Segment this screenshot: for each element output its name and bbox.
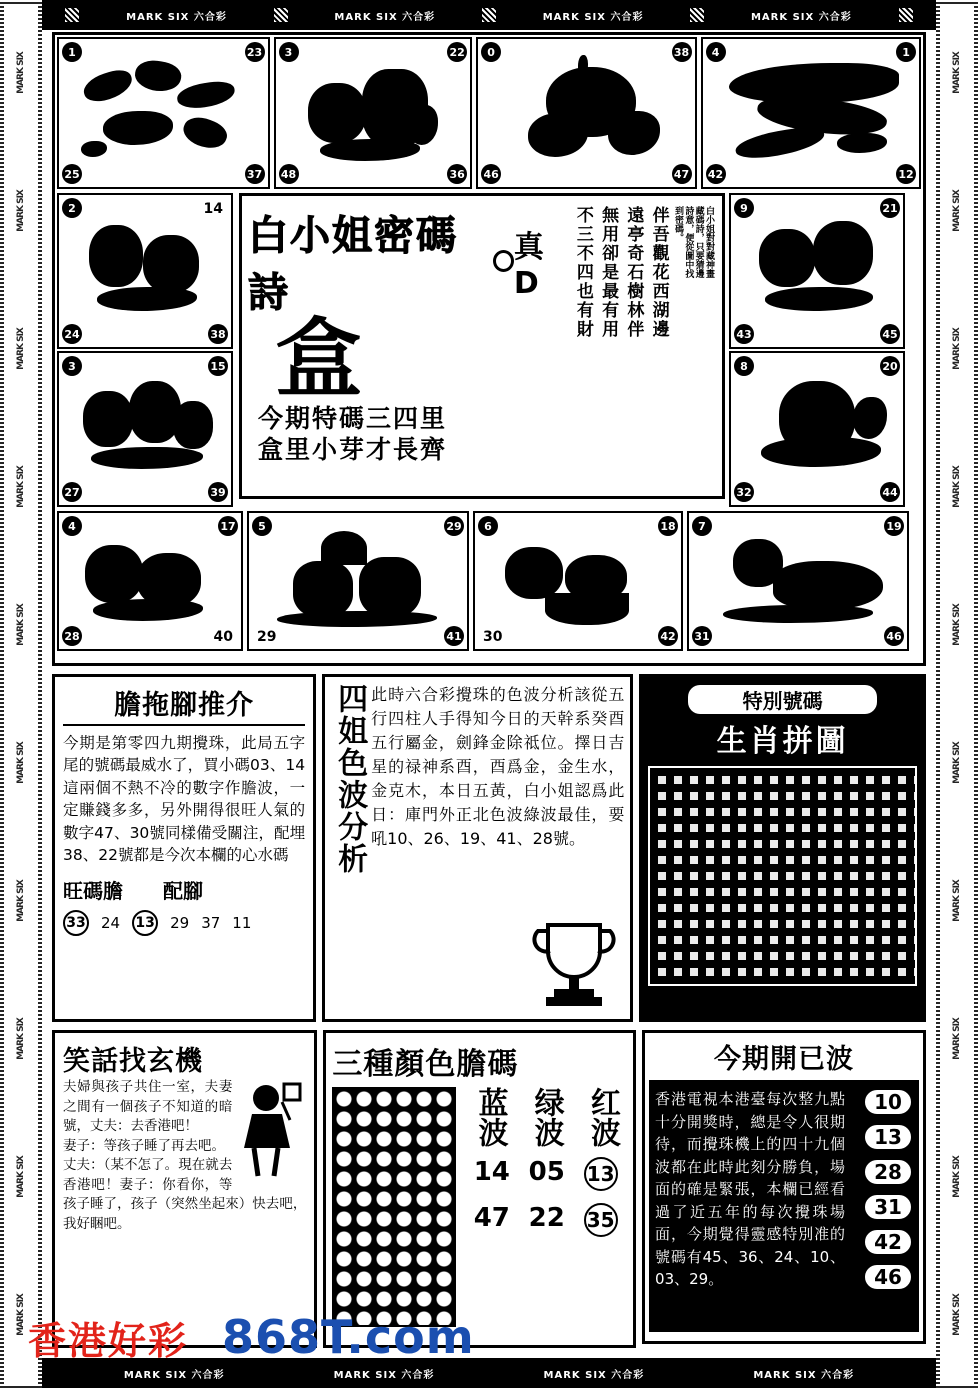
mark-six-icon — [690, 8, 704, 22]
border-mark-text: MARK SIX — [16, 742, 27, 784]
mark-six-icon — [482, 8, 496, 22]
recommend-pick: 24 — [101, 913, 121, 932]
bottom-panel-row — [52, 1030, 926, 1348]
ink-illustration — [73, 209, 217, 333]
recommend-pick: 37 — [201, 913, 221, 932]
panel-joke-line: 夫婦與孩子共住一室，夫妻之間有一個孩子不知道的暗號，丈夫：去香港吧！ — [63, 1079, 233, 1135]
color-value: 05 — [528, 1157, 565, 1187]
border-mark-text: MARK SIX — [952, 190, 963, 232]
panel-joke-title: 笑話找玄機 — [63, 1046, 203, 1077]
headline-block — [239, 193, 725, 499]
panel-recommend-body: 今期是第零四九期攪珠，此局五字尾的號碼最威水了，買小碼03、14這兩個不熱不冷的數字作膽波，一定賺錢多多，另外開得很旺人氣的數字47、30號同樣備受關注，配埋38、22號都是今次本欄的心水碼 — [63, 734, 306, 865]
ink-illustration — [73, 367, 217, 491]
number-ball: 27 — [62, 482, 82, 502]
picture-grid-row — [55, 35, 923, 191]
color-column-label: 红波 — [584, 1087, 620, 1147]
number-ball: 1 — [896, 42, 916, 62]
number-ball: 45 — [880, 324, 900, 344]
number-ball: 37 — [245, 164, 265, 184]
top-strip-text: MARK SIX 六合彩 — [334, 11, 436, 23]
pixel-mosaic-art — [648, 766, 917, 986]
number-ball: 39 — [208, 482, 228, 502]
headline-line-1: 今期特碼三四里 — [258, 404, 448, 434]
panel-colors — [323, 1030, 636, 1348]
border-mark-text: MARK SIX — [16, 190, 27, 232]
picture-cell[interactable] — [274, 37, 473, 189]
headline-poem-line: 不三不四也有財 — [572, 206, 593, 339]
recommend-pick: 11 — [232, 913, 252, 932]
number-ball: 4 — [62, 516, 82, 536]
number-ball: 3 — [279, 42, 299, 62]
number-ball: 2 — [62, 198, 82, 218]
panel-tv — [642, 1030, 926, 1344]
bottom-strip-text: MARK SIX 六合彩 — [543, 1369, 645, 1381]
number-ball: 19 — [884, 516, 904, 536]
picture-cell[interactable] — [57, 37, 270, 189]
bottom-strip-text: MARK SIX 六合彩 — [333, 1369, 435, 1381]
number-ball: 18 — [658, 516, 678, 536]
top-strip-text: MARK SIX 六合彩 — [126, 11, 227, 23]
picture-cell[interactable] — [57, 351, 233, 507]
number-ball: 4 — [706, 42, 726, 62]
picture-cell[interactable] — [247, 511, 469, 651]
number-ball: 23 — [245, 42, 265, 62]
number-ball: 38 — [208, 324, 228, 344]
headline-big-word: 盒 — [276, 309, 362, 409]
number-ball: 46 — [481, 164, 501, 184]
number-ball: 36 — [447, 164, 467, 184]
picture-cell[interactable] — [57, 193, 233, 349]
border-mark-text: MARK SIX — [952, 604, 963, 646]
number-ball: 15 — [208, 356, 228, 376]
tv-number: 31 — [863, 1193, 913, 1221]
border-mark-text: MARK SIX — [952, 742, 963, 784]
top-decorative-strip — [42, 0, 936, 30]
circle-icon — [493, 250, 514, 272]
headline-line-2: 盒里小芽才長齊 — [258, 435, 448, 465]
number-ball: 47 — [672, 164, 692, 184]
number-ball: 29 — [444, 516, 464, 536]
color-value: 14 — [473, 1157, 510, 1187]
right-decorative-border — [936, 0, 978, 1388]
color-value-circled: 13 — [584, 1157, 618, 1191]
number-ball: 22 — [447, 42, 467, 62]
tv-number: 42 — [863, 1228, 913, 1256]
recommend-pick: 13 — [132, 910, 158, 936]
ink-illustration — [73, 527, 227, 635]
panel-joke — [52, 1030, 317, 1348]
border-mark-text: MARK SIX — [952, 880, 963, 922]
color-value-circled: 35 — [584, 1203, 618, 1237]
number-ball: 0 — [481, 42, 501, 62]
number-ball: 28 — [62, 626, 82, 646]
border-mark-text: MARK SIX — [16, 1156, 27, 1198]
number-ball: 8 — [734, 356, 754, 376]
page-content — [52, 32, 926, 1326]
brand-site: 868T.com — [222, 1310, 475, 1364]
panel-recommend — [52, 674, 316, 1022]
headline-poem-line: 無用卻是最有用 — [598, 206, 619, 339]
ink-illustration — [489, 527, 667, 635]
picture-cell[interactable] — [57, 511, 243, 651]
number-label: 29 — [257, 629, 277, 645]
tv-number: 10 — [863, 1088, 913, 1116]
number-ball: 42 — [706, 164, 726, 184]
picture-cell[interactable] — [729, 351, 905, 507]
top-strip-text: MARK SIX 六合彩 — [542, 11, 644, 23]
color-value: 22 — [528, 1203, 565, 1233]
panel-zodiac — [639, 674, 926, 1022]
middle-panel-row — [52, 674, 926, 1022]
number-ball: 46 — [884, 626, 904, 646]
color-column-label: 绿波 — [528, 1087, 564, 1147]
footer-brand — [0, 1310, 978, 1364]
number-ball: 6 — [478, 516, 498, 536]
border-mark-text: MARK SIX — [16, 880, 27, 922]
lady-with-lantern-illustration — [232, 1078, 306, 1178]
number-ball: 20 — [880, 356, 900, 376]
ink-illustration — [492, 53, 680, 173]
number-ball: 21 — [880, 198, 900, 218]
border-mark-text: MARK SIX — [16, 604, 27, 646]
ink-illustration — [745, 367, 889, 491]
recommend-pick: 33 — [63, 910, 89, 936]
tv-number: 13 — [863, 1123, 913, 1151]
number-ball: 31 — [692, 626, 712, 646]
panel-recommend-title: 膽拖腳推介 — [63, 683, 305, 726]
picture-grid-right-column — [727, 191, 909, 509]
panel-joke-line: 丈夫：（某不怎了。現在就去香港吧！妻子：你看你，等孩子睡了，孩子（突然坐起來）快去吧，我好睏吧。 — [63, 1157, 307, 1232]
border-mark-text: MARK SIX — [952, 1294, 963, 1336]
number-ball: 5 — [252, 516, 272, 536]
number-label: 14 — [203, 201, 223, 217]
picture-cell[interactable] — [473, 511, 683, 651]
number-ball: 12 — [896, 164, 916, 184]
panel-tv-body-wrap — [649, 1080, 919, 1332]
ink-illustration — [73, 53, 254, 173]
panel-wave-title: 四姐色波分析 — [332, 683, 368, 875]
number-ball: 24 — [62, 324, 82, 344]
number-ball: 7 — [692, 516, 712, 536]
picture-grid-middle — [55, 191, 923, 509]
picture-cell[interactable] — [729, 193, 905, 349]
number-ball: 3 — [62, 356, 82, 376]
picture-grid-left-column — [55, 191, 237, 509]
picture-grid — [52, 32, 926, 666]
trophy-icon — [532, 917, 616, 1009]
color-column-label: 蓝波 — [472, 1087, 508, 1147]
headline-title: 白小姐密碼詩 — [248, 213, 458, 316]
headline-note: 白小姐對對藏神畫藏碼詩，只要猜邊詩意，便從圖中找到密碼。 — [672, 206, 714, 278]
panel-tv-title: 今期開已波 — [714, 1044, 855, 1075]
picture-cell[interactable] — [687, 511, 909, 651]
mark-six-icon — [65, 8, 79, 22]
number-ball: 25 — [62, 164, 82, 184]
numbered-ball-grid — [332, 1087, 456, 1327]
picture-cell[interactable] — [476, 37, 696, 189]
number-label: 40 — [213, 629, 233, 645]
ink-illustration — [703, 527, 893, 635]
ink-illustration — [263, 527, 453, 635]
panel-zodiac-title: 生肖拼圖 — [716, 724, 849, 759]
mark-six-icon — [274, 8, 288, 22]
picture-grid-row — [55, 509, 923, 653]
ink-illustration — [717, 53, 905, 173]
headline-badge: 真D — [513, 229, 544, 301]
mark-six-icon — [899, 8, 913, 22]
top-strip-text: MARK SIX 六合彩 — [750, 11, 852, 23]
panel-wave-body: 此時六合彩攪珠的色波分析該從五行四柱人手得知今日的天幹系癸酉五行屬金，劍鋒金除祗位。擇日吉星的禄神系酉，酉爲金，金生水，金克木，本日五黃，白小姐認爲此日：庫門外正北色波綠波最佳，要吼10、26、19、41、28號。 — [371, 685, 625, 848]
left-decorative-border — [0, 0, 42, 1388]
ink-illustration — [290, 53, 457, 173]
border-mark-text: MARK SIX — [952, 328, 963, 370]
panel-wave — [322, 674, 633, 1022]
panel-recommend-label-right: 配腳 — [163, 878, 203, 903]
border-mark-text: MARK SIX — [16, 1018, 27, 1060]
panel-zodiac-top-label: 特別號碼 — [688, 685, 877, 714]
ink-illustration — [745, 209, 889, 333]
number-ball: 9 — [734, 198, 754, 218]
number-ball: 41 — [444, 626, 464, 646]
border-mark-text: MARK SIX — [16, 1294, 27, 1336]
border-mark-text: MARK SIX — [952, 1018, 963, 1060]
color-value: 47 — [473, 1203, 510, 1233]
number-ball: 43 — [734, 324, 754, 344]
border-mark-text: MARK SIX — [16, 52, 27, 94]
tv-number: 28 — [863, 1158, 913, 1186]
tv-number: 46 — [863, 1263, 913, 1291]
number-ball: 32 — [734, 482, 754, 502]
number-ball: 1 — [62, 42, 82, 62]
border-mark-text: MARK SIX — [952, 52, 963, 94]
border-mark-text: MARK SIX — [952, 1156, 963, 1198]
number-ball: 38 — [672, 42, 692, 62]
picture-cell[interactable] — [701, 37, 921, 189]
panel-colors-title: 三種顏色膽碼 — [332, 1047, 519, 1082]
border-mark-text: MARK SIX — [16, 328, 27, 370]
recommend-pick: 29 — [170, 913, 190, 932]
border-mark-text: MARK SIX — [16, 466, 27, 508]
border-mark-text: MARK SIX — [952, 466, 963, 508]
number-ball: 44 — [880, 482, 900, 502]
panel-recommend-label-left: 旺碼膽 — [63, 878, 123, 903]
panel-tv-body: 香港電視本港臺每次整九點十分開獎時，總是令人很期待，而攪珠機上的四十九個波都在此時此刻分勝負，場面的確是緊張，本欄已經看過了近五年的每次攪珠場面，今期覺得靈感特別准的號碼有45、36、24、10、03、29。 — [655, 1090, 846, 1288]
number-label: 30 — [483, 629, 503, 645]
headline-poem-line: 伴吾觀花西湖邊 — [648, 206, 669, 339]
headline-poem-line: 遠亭奇石樹林伴 — [623, 206, 644, 339]
brand-name-cn: 香港好彩 — [28, 1318, 189, 1363]
number-ball: 42 — [658, 626, 678, 646]
number-ball: 48 — [279, 164, 299, 184]
bottom-strip-text: MARK SIX 六合彩 — [123, 1369, 225, 1381]
number-ball: 17 — [218, 516, 238, 536]
panel-joke-line: 妻子：等孩子睡了再去吧。 — [63, 1137, 225, 1154]
bottom-strip-text: MARK SIX 六合彩 — [753, 1369, 855, 1381]
